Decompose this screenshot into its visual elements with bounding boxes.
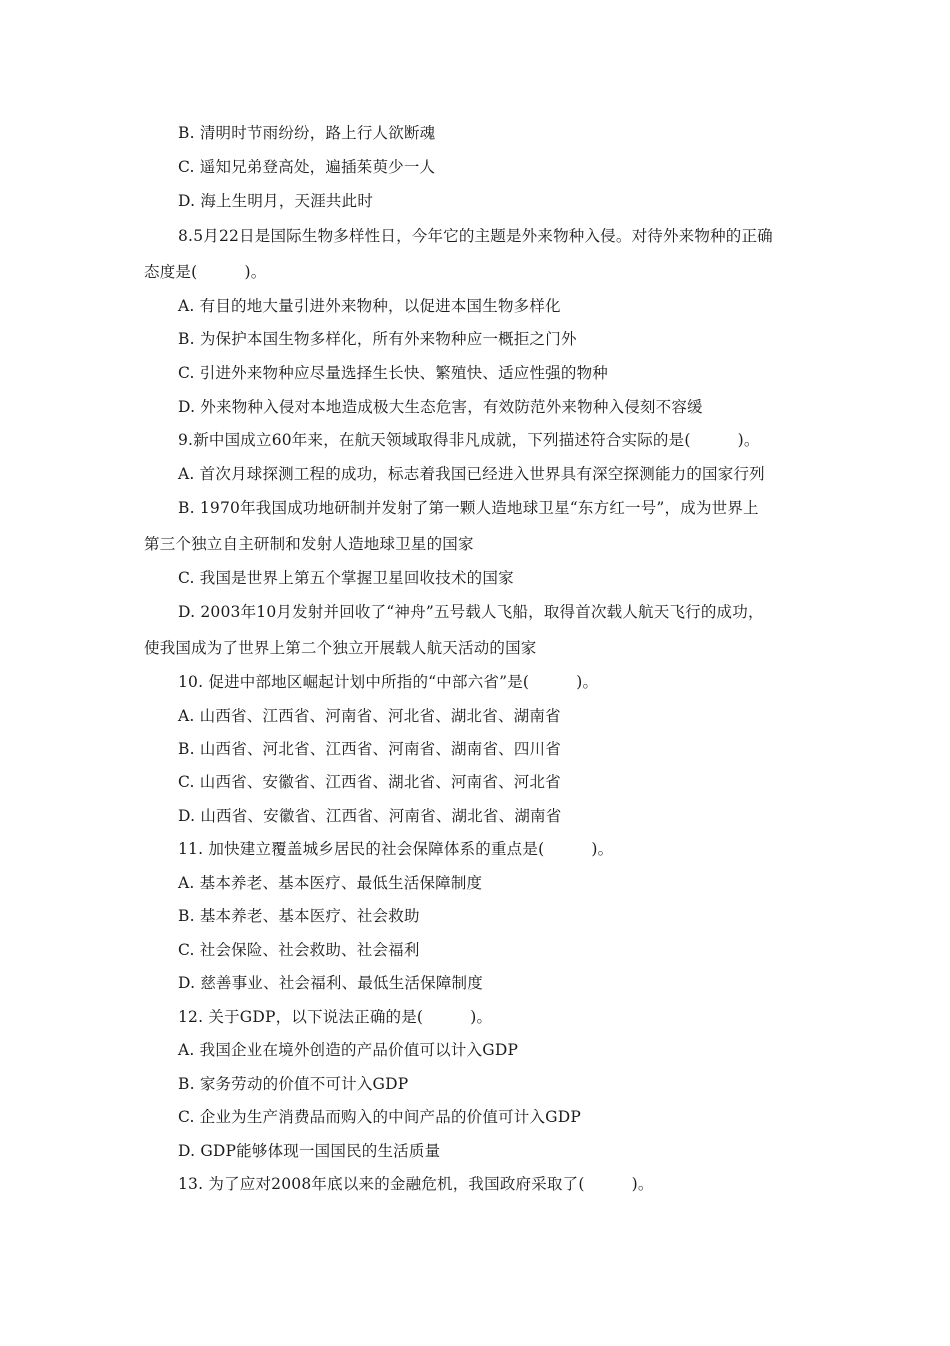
q11-option-c: C. 社会保险、社会救助、社会福利 [178, 941, 420, 959]
q12-option-d: D. GDP能够体现一国国民的生活质量 [178, 1142, 441, 1160]
q10-option-a: A. 山西省、江西省、河南省、河北省、湖北省、湖南省 [178, 707, 561, 725]
q9-option-c: C. 我国是世界上第五个掌握卫星回收技术的国家 [178, 569, 514, 587]
q12-option-a: A. 我国企业在境外创造的产品价值可以计入GDP [178, 1041, 519, 1059]
q11-option-a: A. 基本养老、基本医疗、最低生活保障制度 [178, 874, 483, 892]
q9-option-d: D. 2003年10月发射并回收了“神舟”五号载人飞船，取得首次载人航天飞行的成功， [178, 603, 764, 621]
q12-stem: 12. 关于GDP，以下说法正确的是( )。 [178, 1008, 493, 1026]
q12-option-c: C. 企业为生产消费品而购入的中间产品的价值可计入GDP [178, 1108, 582, 1126]
q8-option-b: B. 为保护本国生物多样化，所有外来物种应一概拒之门外 [178, 330, 577, 348]
q12-option-b: B. 家务劳动的价值不可计入GDP [178, 1075, 409, 1093]
q9-option-b-continuation: 第三个独立自主研制和发射人造地球卫星的国家 [144, 535, 474, 553]
q9-option-d-continuation: 使我国成为了世界上第二个独立开展载人航天活动的国家 [144, 639, 537, 657]
q10-option-d: D. 山西省、安徽省、江西省、河南省、湖北省、湖南省 [178, 807, 562, 825]
q7-option-d: D. 海上生明月，天涯共此时 [178, 192, 374, 210]
q13-stem: 13. 为了应对2008年底以来的金融危机，我国政府采取了( )。 [178, 1175, 654, 1193]
q10-option-b: B. 山西省、河北省、江西省、河南省、湖南省、四川省 [178, 740, 561, 758]
q8-stem: 8.5月22日是国际生物多样性日，今年它的主题是外来物种入侵。对待外来物种的正确 [178, 227, 773, 245]
q11-option-b: B. 基本养老、基本医疗、社会救助 [178, 907, 420, 925]
q8-option-d: D. 外来物种入侵对本地造成极大生态危害，有效防范外来物种入侵刻不容缓 [178, 398, 703, 416]
q8-stem-continuation: 态度是( )。 [144, 263, 267, 281]
q8-option-a: A. 有目的地大量引进外来物种，以促进本国生物多样化 [178, 297, 561, 315]
q7-option-b: B. 清明时节雨纷纷，路上行人欲断魂 [178, 124, 436, 142]
q10-stem: 10. 促进中部地区崛起计划中所指的“中部六省”是( )。 [178, 673, 599, 691]
q8-option-c: C. 引进外来物种应尽量选择生长快、繁殖快、适应性强的物种 [178, 364, 608, 382]
q9-stem: 9.新中国成立60年来，在航天领域取得非凡成就，下列描述符合实际的是( )。 [178, 431, 760, 449]
q11-option-d: D. 慈善事业、社会福利、最低生活保障制度 [178, 974, 483, 992]
q9-option-b: B. 1970年我国成功地研制并发射了第一颗人造地球卫星“东方红一号”，成为世界上 [178, 499, 759, 517]
q11-stem: 11. 加快建立覆盖城乡居民的社会保障体系的重点是( )。 [178, 840, 614, 858]
q10-option-c: C. 山西省、安徽省、江西省、湖北省、河南省、河北省 [178, 773, 561, 791]
q9-option-a: A. 首次月球探测工程的成功，标志着我国已经进入世界具有深空探测能力的国家行列 [178, 465, 765, 483]
q7-option-c: C. 遥知兄弟登高处，遍插茱萸少一人 [178, 158, 436, 176]
